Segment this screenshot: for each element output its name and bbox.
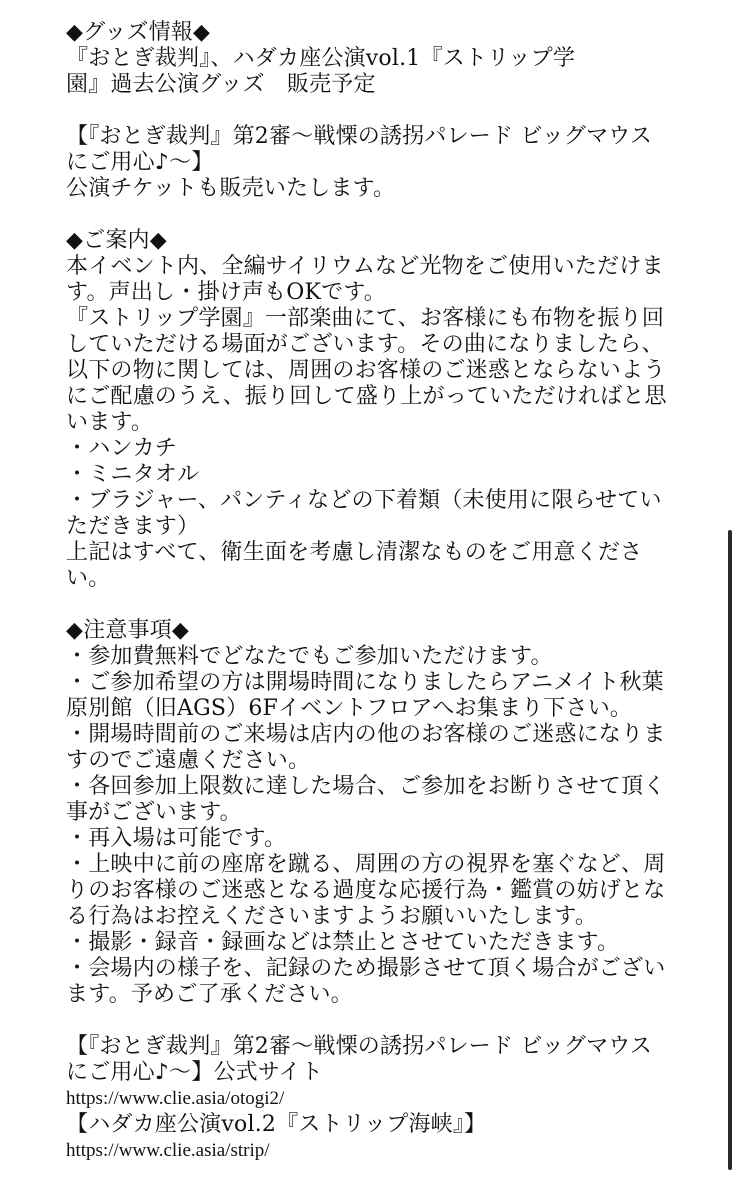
notes-line: すのでご遠慮ください。 [66,748,311,773]
article-body [66,20,711,1164]
notes-line: ・ご参加希望の方は開場時間になりましたらアニメイト秋葉 [66,670,664,695]
notes-line: ます。予めご了承ください。 [66,982,353,1007]
site1-title: 【『おとぎ裁判』第2審〜戦慄の誘拐パレード ビッグマウス [66,1034,653,1059]
ticket-title: にご用心♪〜】 [66,150,214,175]
guide-line: 以下の物に関しては、周囲のお客様のご迷惑とならないよう [66,358,666,383]
site1-title: にご用心♪〜】公式サイト [66,1060,323,1085]
guide-list-item: ・ハンカチ [66,436,178,461]
site2-url-link[interactable]: https://www.clie.asia/strip/ [66,1140,270,1161]
spacer [66,1008,711,1034]
guide-line: 『ストリップ学園』一部楽曲にて、お客様にも布物を振り回 [66,306,665,331]
notes-line: ・開場時間前のご来場は店内の他のお客様のご迷惑になりま [66,722,666,747]
guide-line: す。声出し・掛け声もOKです。 [66,280,386,305]
goods-line: 園』過去公演グッズ 販売予定 [66,72,376,97]
notes-line: ・参加費無料でどなたでもご参加いただけます。 [66,644,553,669]
notes-line: る行為はお控えくださいますようお願いいたします。 [66,904,598,929]
ticket-text: 公演チケットも販売いたします。 [66,176,396,201]
notes-line: りのお客様のご迷惑となる過度な応援行為・鑑賞の妨げとな [66,878,666,903]
guide-line: 上記はすべて、衛生面を考慮し清潔なものをご用意くださ [66,540,643,565]
notes-line: 原別館（旧AGS）6Fイベントフロアへお集まり下さい。 [66,696,633,721]
notes-line: ・上映中に前の座席を蹴る、周囲の方の視界を塞ぐなど、周 [66,852,666,877]
guide-line: ただきます） [66,514,200,539]
guide-list-item: ・ブラジャー、パンティなどの下着類（未使用に限らせてい [66,488,662,513]
guide-line: にご配慮のうえ、振り回して盛り上がっていただければと思 [66,384,667,409]
guide-line: います。 [66,410,154,435]
guide-heading: ◆ご案内◆ [66,228,167,253]
guide-line: 本イベント内、全編サイリウムなど光物をご使用いただけま [66,254,664,279]
notes-heading: ◆注意事項◆ [66,618,190,643]
guide-line: い。 [66,566,111,591]
guide-list-item: ・ミニタオル [66,462,200,487]
site2-title: 【ハダカ座公演vol.2『ストリップ海峡』】 [66,1112,487,1137]
notes-line: ・再入場は可能です。 [66,826,287,851]
goods-heading: ◆グッズ情報◆ [66,20,211,45]
notes-line: ・撮影・録音・録画などは禁止とさせていただきます。 [66,930,620,955]
goods-line: 『おとぎ裁判』、ハダカ座公演vol.1『ストリップ学 [66,46,576,71]
spacer [66,98,711,124]
notes-line: ・各回参加上限数に達した場合、ご参加をお断りさせて頂く [66,774,666,799]
site1-url-link[interactable]: https://www.clie.asia/otogi2/ [66,1088,285,1109]
spacer [66,592,711,618]
guide-line: していただける場面がございます。その曲になりましたら、 [66,332,664,357]
scrollbar-thumb[interactable] [728,530,732,1170]
notes-line: ・会場内の様子を、記録のため撮影させて頂く場合がござい [66,956,666,981]
notes-line: 事がございます。 [66,800,242,825]
ticket-title: 【『おとぎ裁判』第2審〜戦慄の誘拐パレード ビッグマウス [66,124,653,149]
spacer [66,202,711,228]
